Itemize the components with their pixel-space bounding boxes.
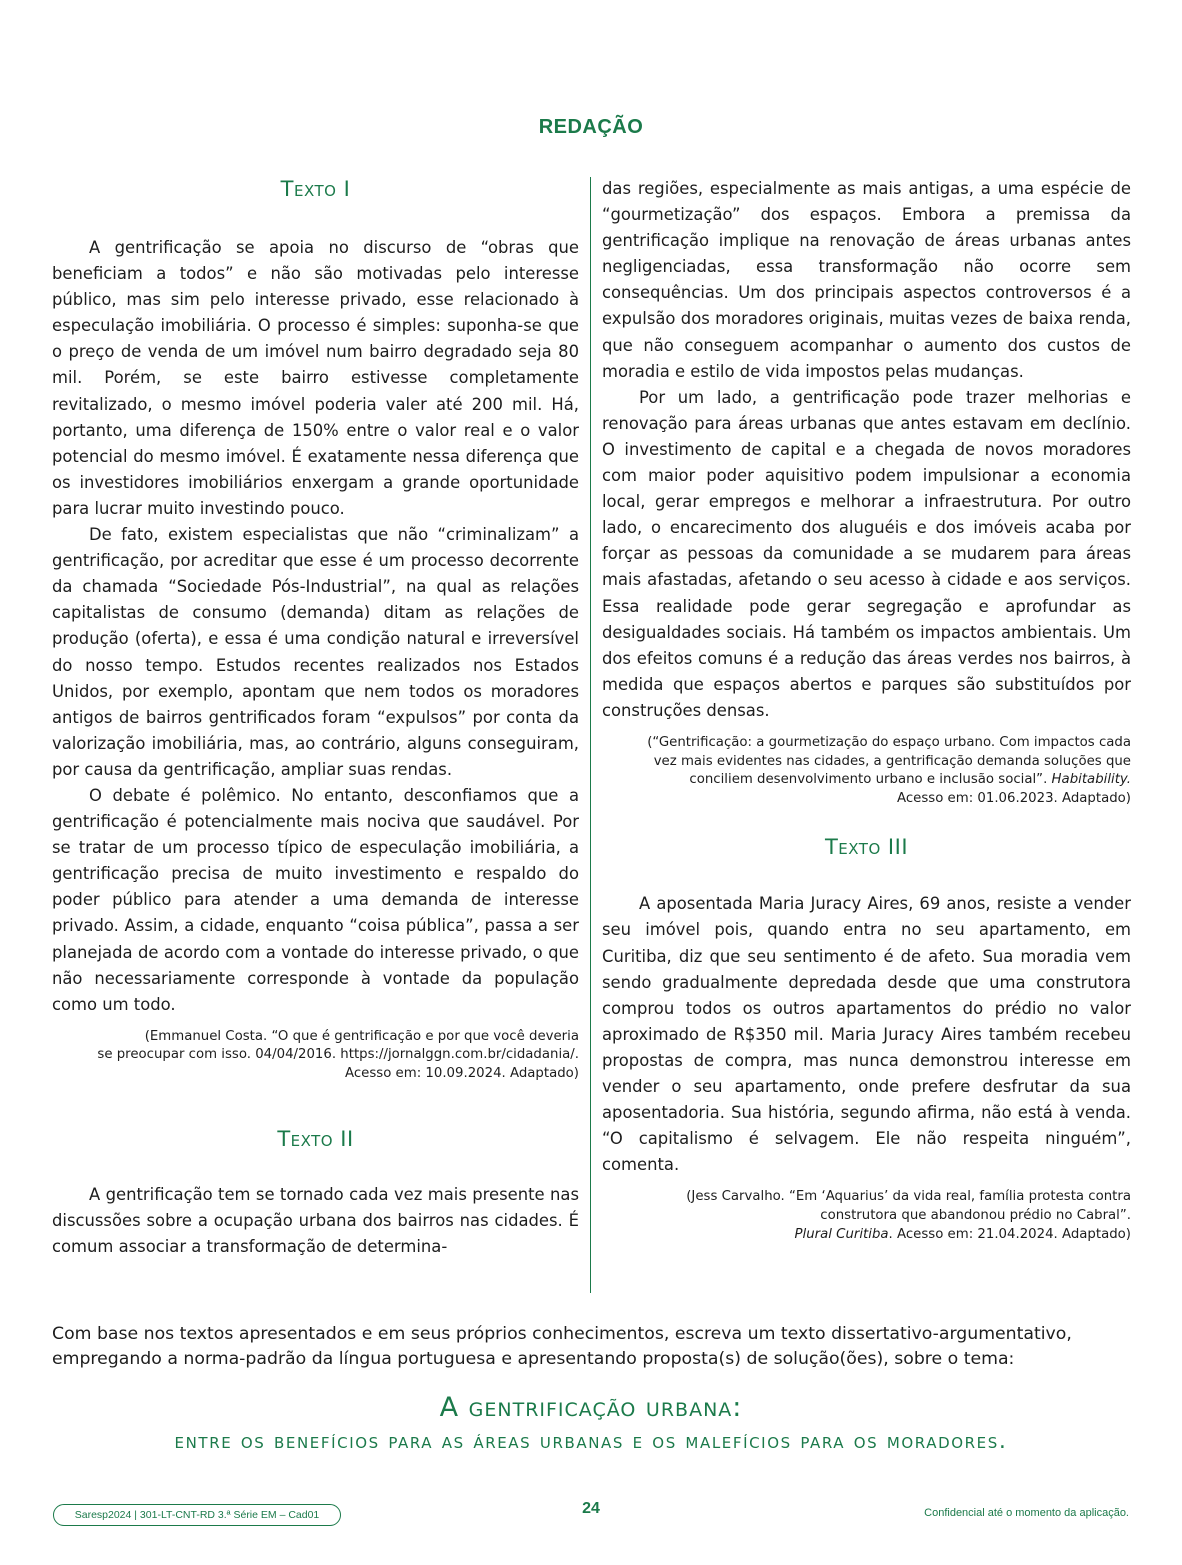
texto-1-source-line: Acesso em: 10.09.2024. Adaptado) (344, 1066, 579, 1081)
texto-3-source-publication: Plural Curitiba (794, 1226, 889, 1242)
texto-1-paragraph-1: A gentrificação se apoia no discurso de “obras que beneficiam a todos” e não são motivadas pelo interesse público, mas sim pelo interesse privado, esse relacionado à especulação imobiliária. O processo é simples: suponha-se que o preço de venda de um imóvel num bairro degradado seja 80 mil. Porém, se este bairro estivesse completamente revitalizado, o mesmo imóvel poderia valer até 200 mil. Há, portanto, uma diferença de 150% entre o valor real e o valor potencial do mesmo imóvel. É exatamente nessa diferença que os investidores imobiliários enxergam a grande oportunidade para lucrar muito investindo pouco. (52, 238, 579, 518)
texto-3-paragraph-1: A aposentada Maria Juracy Aires, 69 anos, resiste a vender seu imóvel pois, quando entra no seu apartamento, em Curitiba, diz que seu sentimento é de afeto. Sua moradia vem sendo gradualmente depredada desde que uma construtora comprou todos os outros apartamentos do prédio no valor aproximado de R$350 mil. Maria Juracy Aires também recebeu propostas de compra, mas nunca demonstrou interesse em vender o seu apartamento, onde prefere desfrutar da sua aposentadoria. Sua história, segundo afirma, não está à venda. “O capitalismo é selvagem. Ele não respeita ninguém”, comenta. (602, 894, 1131, 1175)
texto-2-source-text: conciliem desenvolvimento urbano e inclusão social”. (689, 772, 1048, 788)
texto-2-source-line: vez mais evidentes nas cidades, a gentrificação demanda soluções que (653, 753, 1131, 769)
texto-2-paragraph-2: Por um lado, a gentrificação pode trazer melhorias e renovação para áreas urbanas que antes estavam em declínio. O investimento de capital e a chegada de novos moradores com maior poder aquisitivo podem impulsionar a economia local, gerar empregos e melhorar a infraestrutura. Por outro lado, o encarecimento dos aluguéis e dos imóveis acaba por forçar as pessoas da comunidade a se mudarem para áreas mais afastadas, afetando o seu acesso à cidade e aos serviços. Essa realidade pode gerar segregação e aprofundar as desigualdades sociais. Há também os impactos ambientais. Um dos efeitos comuns é a redução das áreas verdes nos bairros, à medida que espaços abertos e parques são substituídos por construções densas. (602, 387, 1131, 720)
texto-1-source-line: se preocupar com isso. 04/04/2016. https://jornalggn.com.br/cidadania/. (97, 1047, 579, 1063)
texto-1-paragraph-3: O debate é polêmico. No entanto, desconfiamos que a gentrificação é potencialmente mais nociva que saudável. Por se tratar de um processo típico de especulação imobiliária, a gentrificação precisa de muito investimento e respaldo do poder público para atender a uma demanda de interesse privado. Assim, a cidade, enquanto “coisa pública”, passa a ser planejada de acordo com a vontade do interesse privado, o que não necessariamente corresponde à vontade da população como um todo. (52, 785, 579, 1014)
texto-1-source-line: (Emmanuel Costa. “O que é gentrificação e por que você deveria (144, 1028, 579, 1044)
texto-2-source-publication: Habitability. (1051, 772, 1131, 788)
texto-2-paragraph-1-continued: das regiões, especialmente as mais antigas, a uma espécie de “gourmetização” dos espaços. Embora a premissa da gentrificação implique na renovação de áreas urbanas antes negligenciadas, essa transformação não ocorre sem consequências. Um dos principais aspectos controversos é a expulsão dos moradores originais, muitas vezes de baixa renda, que não conseguem acompanhar o aumento dos custos de moradia e estilo de vida impostos pelas mudanças. (602, 179, 1131, 381)
texto-1-heading: Texto I (280, 177, 351, 201)
footer-confidential-note: Confidencial até o momento da aplicação. (924, 1507, 1129, 1519)
texto-3-heading: Texto III (824, 835, 909, 860)
texto-2-source-line: Acesso em: 01.06.2023. Adaptado) (896, 790, 1131, 806)
texto-1-source (52, 1028, 579, 1084)
writing-prompt-line: Com base nos textos apresentados e em seus próprios conhecimentos, escreva um texto dissertativo-argumentativo, (52, 1324, 1072, 1344)
texto-1-paragraph-2: De fato, existem especialistas que não “criminalizam” a gentrificação, por acreditar que esse é um processo decorrente da chamada “Sociedade Pós-Industrial”, na qual as relações capitalistas de consumo (demanda) ditam as relações de produção (oferta), e essa é uma condição natural e irreversível do nosso tempo. Estudos recentes realizados nos Estados Unidos, por exemplo, apontam que nem todos os moradores antigos de bairros gentrificados foram “expulsos” por conta da valorização imobiliária, mas, ao contrário, alguns conseguiram, por causa da gentrificação, ampliar suas rendas. (52, 525, 579, 779)
writing-prompt-line: empregando a norma-padrão da língua portuguesa e apresentando proposta(s) de solução(ões), sobre o tema: (52, 1349, 1015, 1369)
texto-2-paragraph-1-start: A gentrificação tem se tornado cada vez mais presente nas discussões sobre a ocupação urbana dos bairros nas cidades. É comum associar a transformação de determina- (52, 1184, 579, 1256)
texto-3-source-line: (Jess Carvalho. “Em ‘Aquarius’ da vida real, família protesta contra (686, 1189, 1131, 1205)
theme-subtitle: entre os benefícios para as áreas urbanas e os malefícios para os moradores. (174, 1429, 1008, 1454)
left-column (52, 176, 579, 1260)
texto-2-source-line (602, 771, 1131, 790)
texto-3-source-text: . Acesso em: 21.04.2024. Adaptado) (888, 1226, 1131, 1242)
texto-3-source (602, 1188, 1131, 1244)
footer-document-code: Saresp2024 | 301-LT-CNT-RD 3.ª Série EM – Cad01 (53, 1504, 341, 1526)
writing-prompt (52, 1322, 1142, 1372)
column-divider (590, 177, 591, 1293)
texto-3-source-line (602, 1226, 1131, 1245)
page-title: REDAÇÃO (538, 116, 644, 138)
texto-2-source (602, 734, 1131, 808)
texto-2-heading: Texto II (277, 1126, 354, 1151)
theme-title: A gentrificação urbana: (439, 1392, 743, 1423)
texto-3-source-line: construtora que abandonou prédio no Cabral”. (820, 1207, 1131, 1223)
page-number: 24 (582, 1500, 600, 1517)
right-column (602, 176, 1131, 1244)
texto-2-source-line: (“Gentrificação: a gourmetização do espaço urbano. Com impactos cada (647, 734, 1131, 750)
